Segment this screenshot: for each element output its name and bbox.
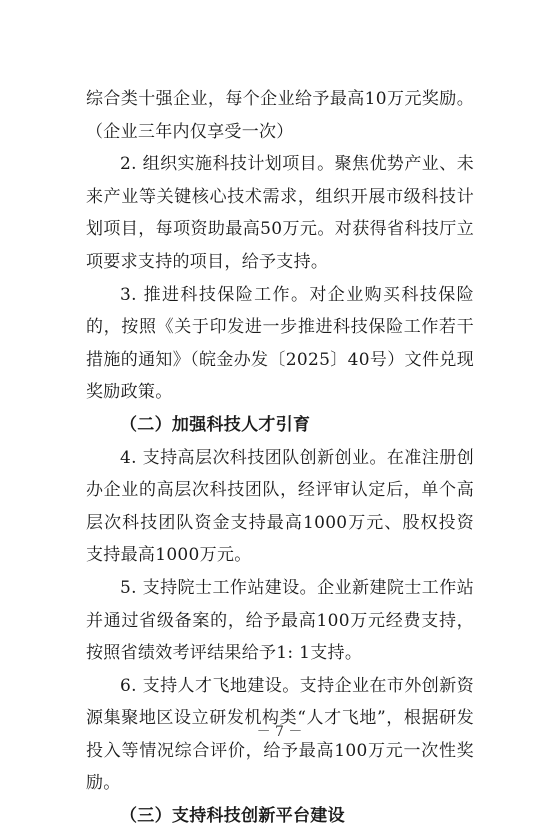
paragraph-item-6: 6. 支持人才飞地建设。支持企业在市外创新资源集聚地区设立研发机构类“人才飞地”，根据研发投入等情况综合评价，给予最高100万元一次性奖励。 — [86, 675, 474, 794]
paragraph-item-4: 4. 支持高层次科技团队创新创业。在准注册创办企业的高层次科技团队，经评审认定后，单个高层次科技团队资金支持最高1000万元、股权投资支持最高1000万元。 — [86, 447, 474, 566]
paragraph-item-2: 2. 组织实施科技计划项目。聚焦优势产业、未来产业等关键核心技术需求，组织开展市级科技计划项目，每项资助最高50万元。对获得省科技厅立项要求支持的项目，给予支持。 — [86, 154, 474, 272]
page-number: － 7 － — [256, 724, 303, 740]
paragraph-item-5: 5. 支持院士工作站建设。企业新建院士工作站并通过省级备案的，给予最高100万元经费支持，按照省绩效考评结果给予1: 1支持。 — [86, 577, 474, 664]
paragraph-continuation: 综合类十强企业，每个企业给予最高10万元奖励。（企业三年内仅享受一次） — [86, 89, 474, 142]
section-heading-3: （三）支持科技创新平台建设 — [120, 806, 345, 827]
section-heading-2: （二）加强科技人才引育 — [120, 414, 311, 435]
paragraph-item-3: 3. 推进科技保险工作。对企业购买科技保险的，按照《关于印发进一步推进科技保险工作若干措施的通知》（皖金办发〔2025〕40号）文件兑现奖励政策。 — [86, 284, 474, 403]
